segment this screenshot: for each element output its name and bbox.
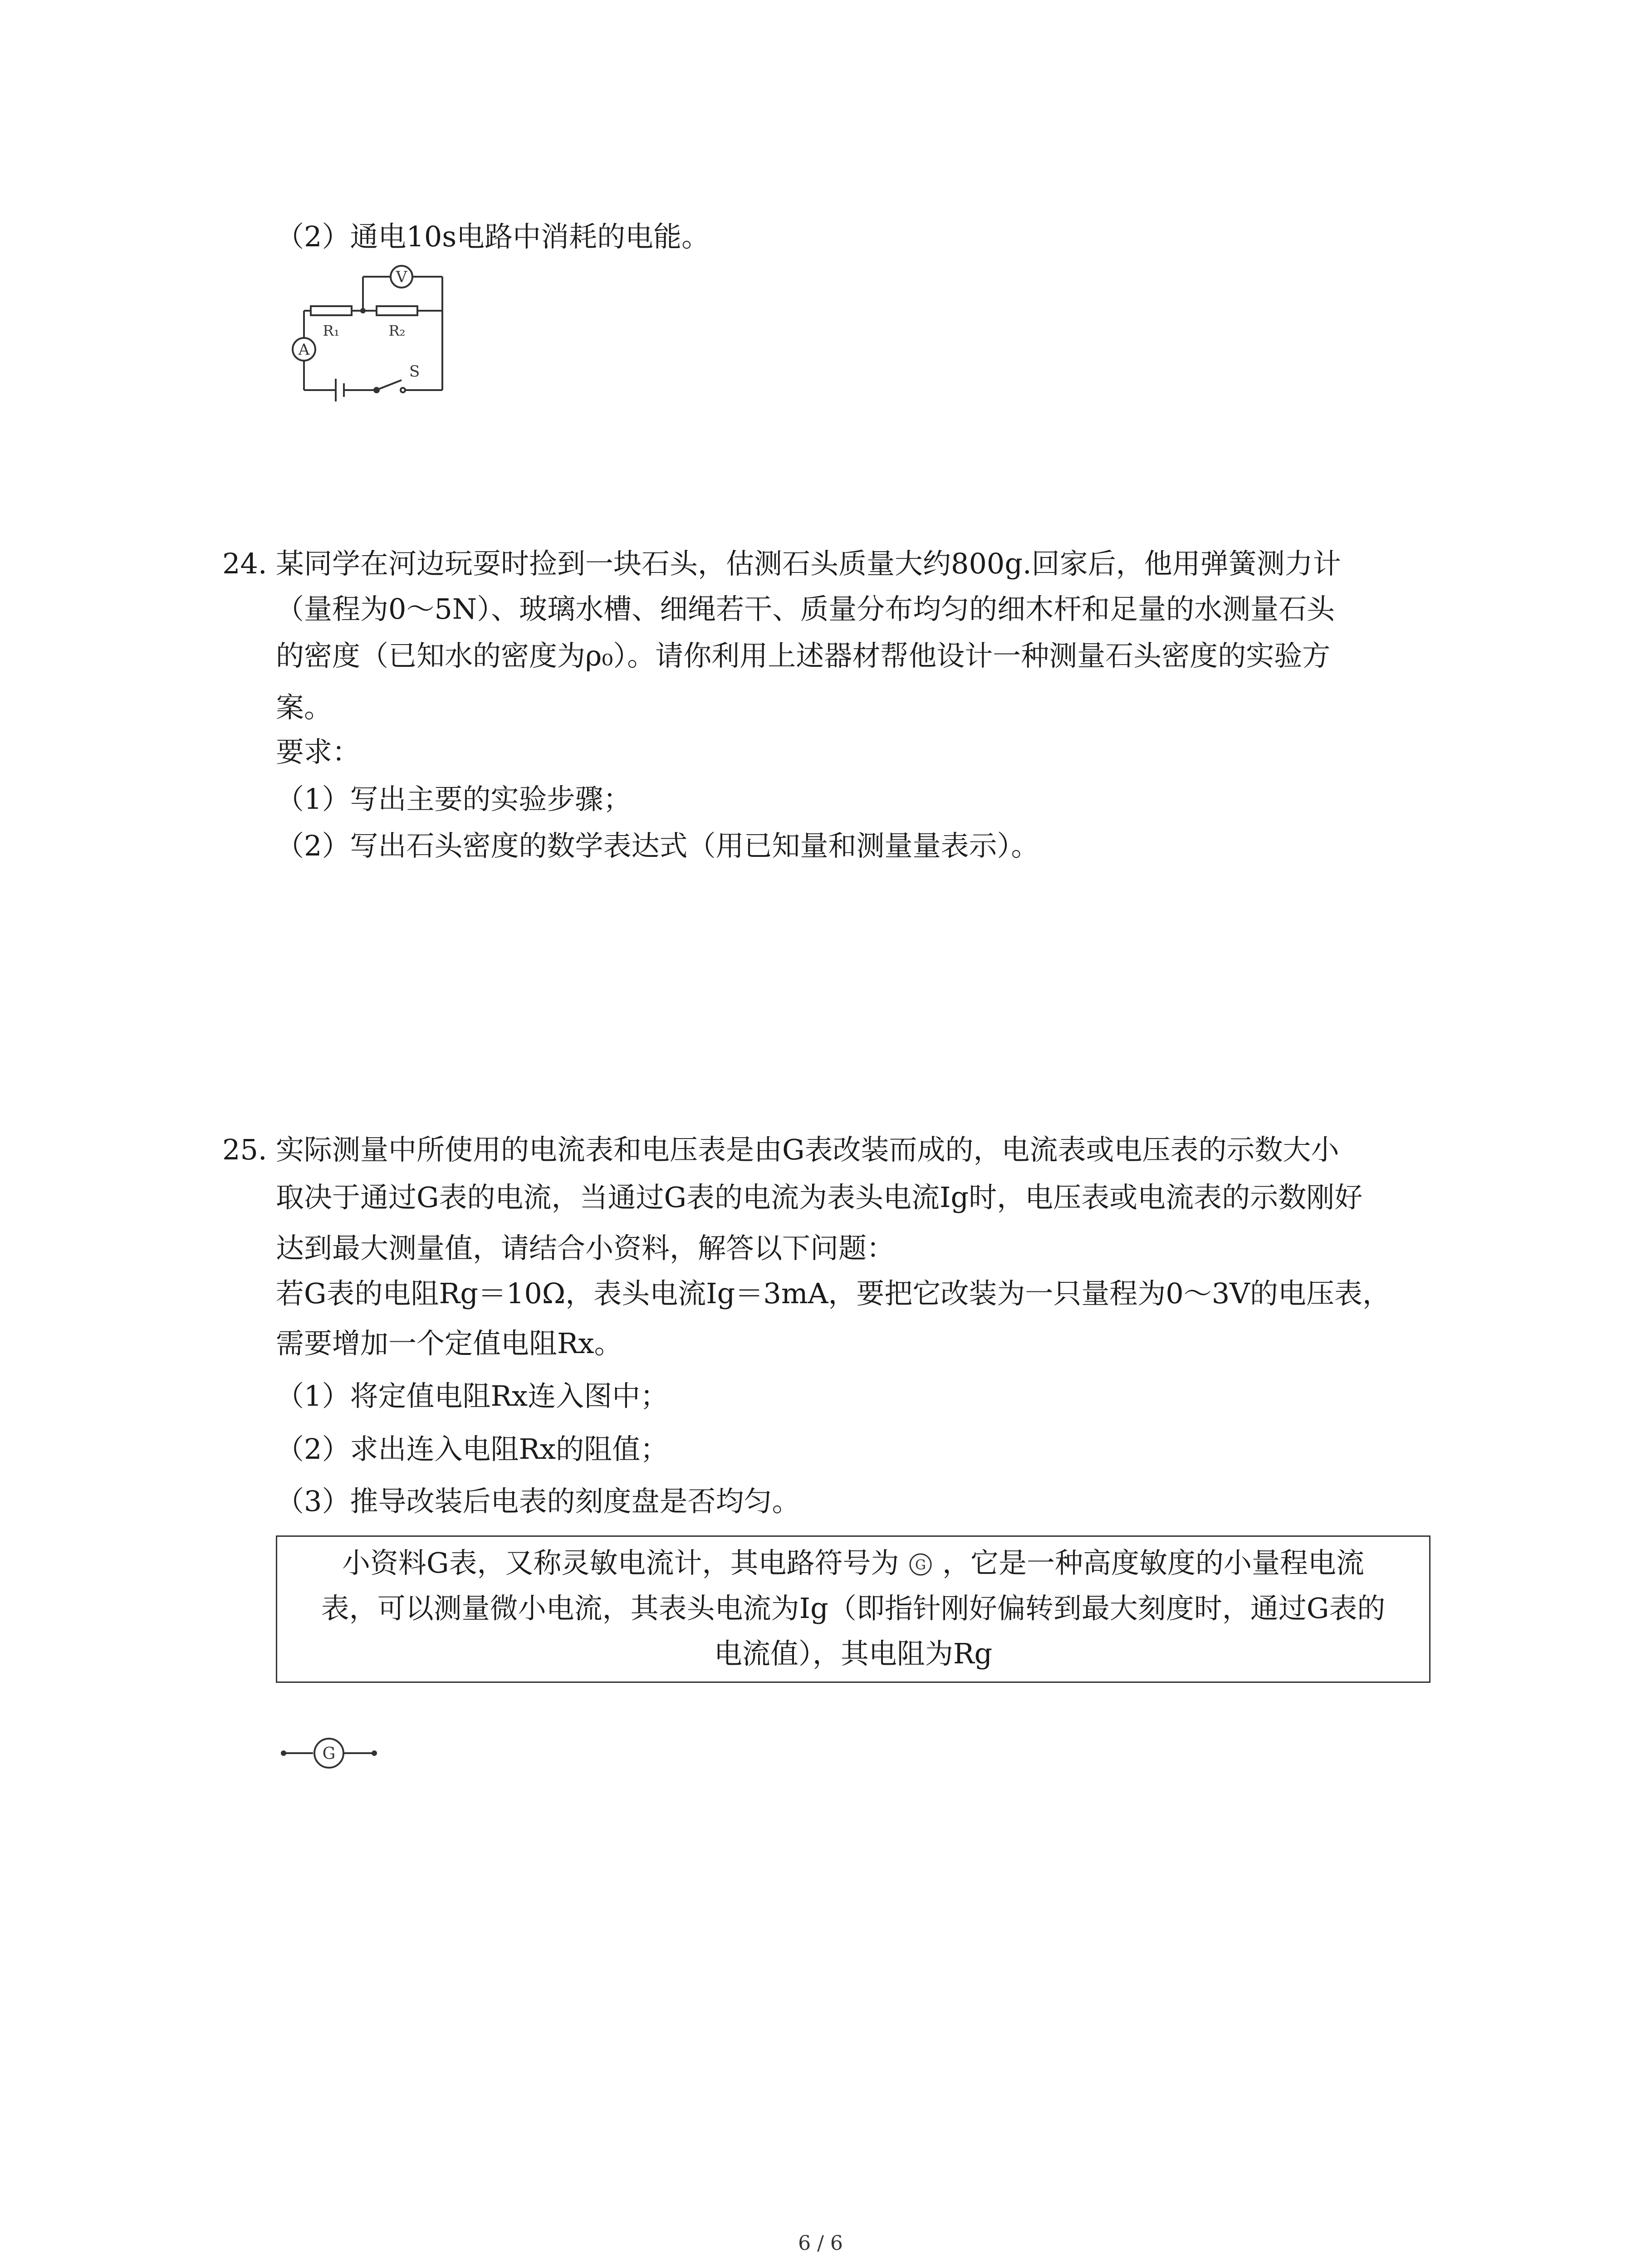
q24-number: 24.	[222, 547, 267, 580]
r2-resistor	[377, 306, 417, 315]
page-number: 6 / 6	[798, 2232, 843, 2255]
galvanometer-diagram	[277, 1733, 386, 1774]
q24-line: 案。	[276, 691, 333, 724]
switch-symbol	[378, 380, 402, 389]
svg-text:G: G	[915, 1557, 926, 1573]
circuit-diagram	[277, 263, 458, 399]
q25-line: 若G表的电阻Rg＝10Ω，表头电流Ig＝3mA，要把它改装为一只量程为0～3V的电压表，	[276, 1277, 1391, 1310]
q24-line: 某同学在河边玩耍时捡到一块石头，估测石头质量大约800g.回家后，他用弹簧测力计	[276, 547, 1341, 580]
galvanometer-label: G	[322, 1745, 336, 1763]
q25-line: 需要增加一个定值电阻Rx。	[276, 1327, 622, 1360]
r1-resistor	[311, 306, 352, 315]
info-box-line: 电流值），其电阻为Rg	[714, 1637, 993, 1670]
info-box-line: 小资料G表，又称灵敏电流计，其电路符号为 G ，它是一种高度敏度的小量程电流	[342, 1546, 1364, 1579]
q24-requirement: （1）写出主要的实验步骤；	[276, 782, 632, 816]
q25-number: 25.	[222, 1133, 267, 1166]
q24-requirements-heading: 要求：	[276, 735, 361, 768]
q25-line: 达到最大测量值，请结合小资料，解答以下问题：	[276, 1232, 895, 1265]
ammeter-label: A	[298, 341, 310, 359]
galvanometer-icon	[908, 1552, 933, 1577]
q25-line: 实际测量中所使用的电流表和电压表是由G表改装而成的，电流表或电压表的示数大小	[276, 1133, 1339, 1166]
q23-part2: （2）通电10s电路中消耗的电能。	[276, 220, 710, 253]
switch-label: S	[409, 362, 420, 381]
q25-subquestion: （2）求出连入电阻Rx的阻值；	[276, 1432, 669, 1466]
info-box-line: 表，可以测量微小电流，其表头电流为Ig（即指针刚好偏转到最大刻度时，通过G表的	[321, 1592, 1386, 1625]
info-box	[276, 1535, 1430, 1683]
q24-requirement: （2）写出石头密度的数学表达式（用已知量和测量量表示）。	[276, 829, 1039, 862]
q25-line: 取决于通过G表的电流，当通过G表的电流为表头电流Ig时，电压表或电流表的示数刚好	[276, 1181, 1363, 1214]
r1-label: R₁	[323, 322, 340, 339]
voltmeter-label: V	[396, 268, 407, 286]
r2-label: R₂	[388, 322, 406, 339]
q25-subquestion: （3）推导改装后电表的刻度盘是否均匀。	[276, 1485, 800, 1518]
q24-line: （量程为0～5N）、玻璃水槽、细绳若干、质量分布均匀的细木杆和足量的水测量石头	[276, 592, 1335, 626]
q24-line: 的密度（已知水的密度为ρ₀）。请你利用上述器材帮他设计一种测量石头密度的实验方	[276, 639, 1331, 672]
q25-subquestion: （1）将定值电阻Rx连入图中；	[276, 1379, 669, 1413]
